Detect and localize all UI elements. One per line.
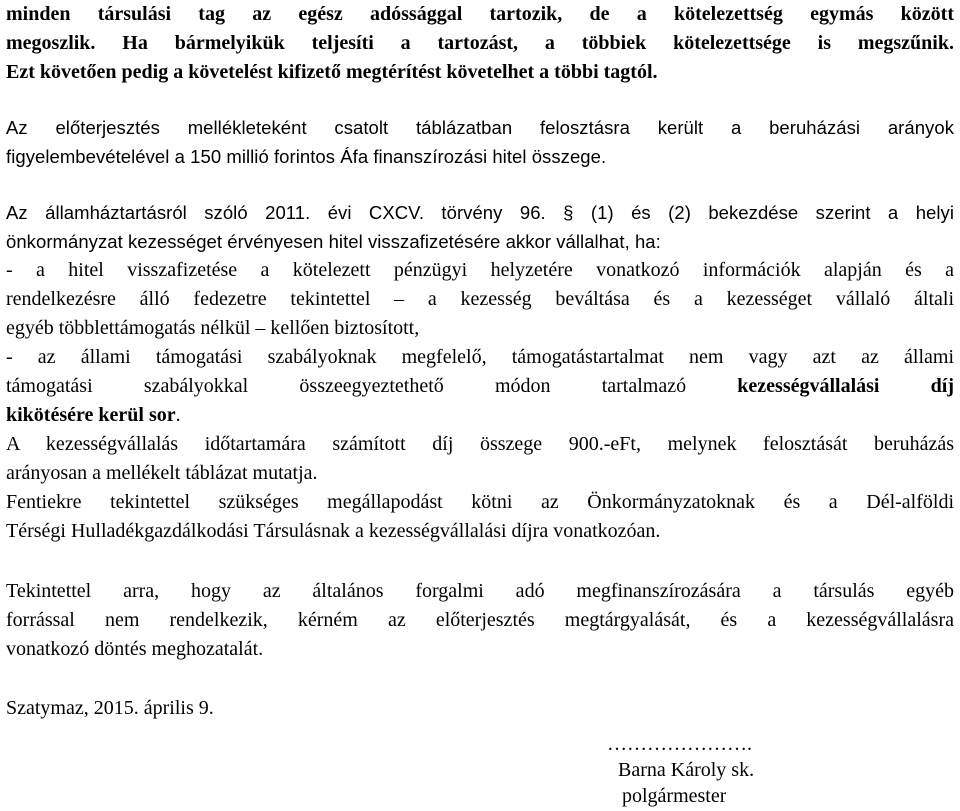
text-line	[6, 198, 954, 227]
place-date	[6, 694, 954, 723]
text-line: Ezt követően pedig a követelést kifizető megtérítést követelhet a többi tagtól.	[6, 61, 658, 83]
text-bold: kezességvállalási díj	[737, 375, 954, 397]
signature-dots: ………………….	[607, 733, 752, 755]
text-line: Tekintettel arra, hogy az általános forgalmi adó megfinanszírozására a társulás egyéb	[6, 580, 954, 602]
paragraph-vat-loan	[6, 113, 954, 171]
text-line: rendelkezésre álló fedezetre tekintettel – a kezesség beváltása és a kezességet vállaló általi	[6, 288, 954, 310]
text-line	[6, 372, 954, 401]
text-line: - az állami támogatási szabályoknak megfelelő, támogatástartalmat nem vagy azt az állami	[6, 346, 954, 368]
text-line	[6, 401, 954, 430]
text-normal: támogatási szabályokkal összeegyeztethető módon tartalmazó	[6, 375, 738, 397]
text-line: megoszlik. Ha bármelyikük teljesíti a tartozást, a többiek kötelezettsége is megszűnik.	[6, 32, 954, 54]
text-line: forrással nem rendelkezik, kérném az előterjesztés megtárgyalását, és a kezességvállalásra	[6, 609, 954, 631]
text-line: figyelembevételével a 150 millió forintos Áfa finanszírozási hitel összege.	[6, 146, 607, 167]
text-line: Fentiekre tekintettel szükséges megállapodást kötni az Önkormányzatoknak és a Dél-alföldi	[6, 491, 954, 513]
text-line: Térségi Hulladékgazdálkodási Társulásnak a kezességvállalási díjra vonatkozóan.	[6, 520, 661, 542]
place-date-text: Szatymaz, 2015. április 9.	[6, 697, 214, 719]
text-bold: kikötésére kerül sor	[6, 404, 176, 426]
signatory-title: polgármester	[622, 785, 727, 807]
text-normal: .	[175, 404, 181, 426]
text-line: vonatkozó döntés meghozatalát.	[6, 638, 264, 660]
text-line: A kezességvállalás időtartamára számított díj összege 900.-eFt, melynek felosztását beruházás	[6, 433, 954, 455]
signatory-name: Barna Károly sk.	[618, 759, 755, 781]
text-line: egyéb többlettámogatás nélkül – kellően biztosított,	[6, 317, 420, 339]
text-line: arányosan a mellékelt táblázat mutatja.	[6, 462, 318, 484]
paragraph-law	[6, 198, 954, 546]
paragraph-conclusion	[6, 577, 954, 664]
text-line: Az előterjesztés mellékleteként csatolt táblázatban felosztásra került a beruházási arányok	[6, 117, 954, 138]
text-line: önkormányzat kezességet érvényesen hitel visszafizetésére akkor vállalhat, ha:	[6, 231, 661, 252]
law-reference: Az államháztartásról szóló 2011. évi CXCV. törvény 96. § (1) és (2) bekezdése szerint a helyi	[6, 202, 954, 223]
text-line: minden társulási tag az egész adóssággal tartozik, de a kötelezettség egymás között	[6, 3, 954, 25]
text-line: - a hitel visszafizetése a kötelezett pénzügyi helyzetére vonatkozó információk alapján és a	[6, 259, 954, 281]
paragraph-liability	[6, 0, 954, 87]
